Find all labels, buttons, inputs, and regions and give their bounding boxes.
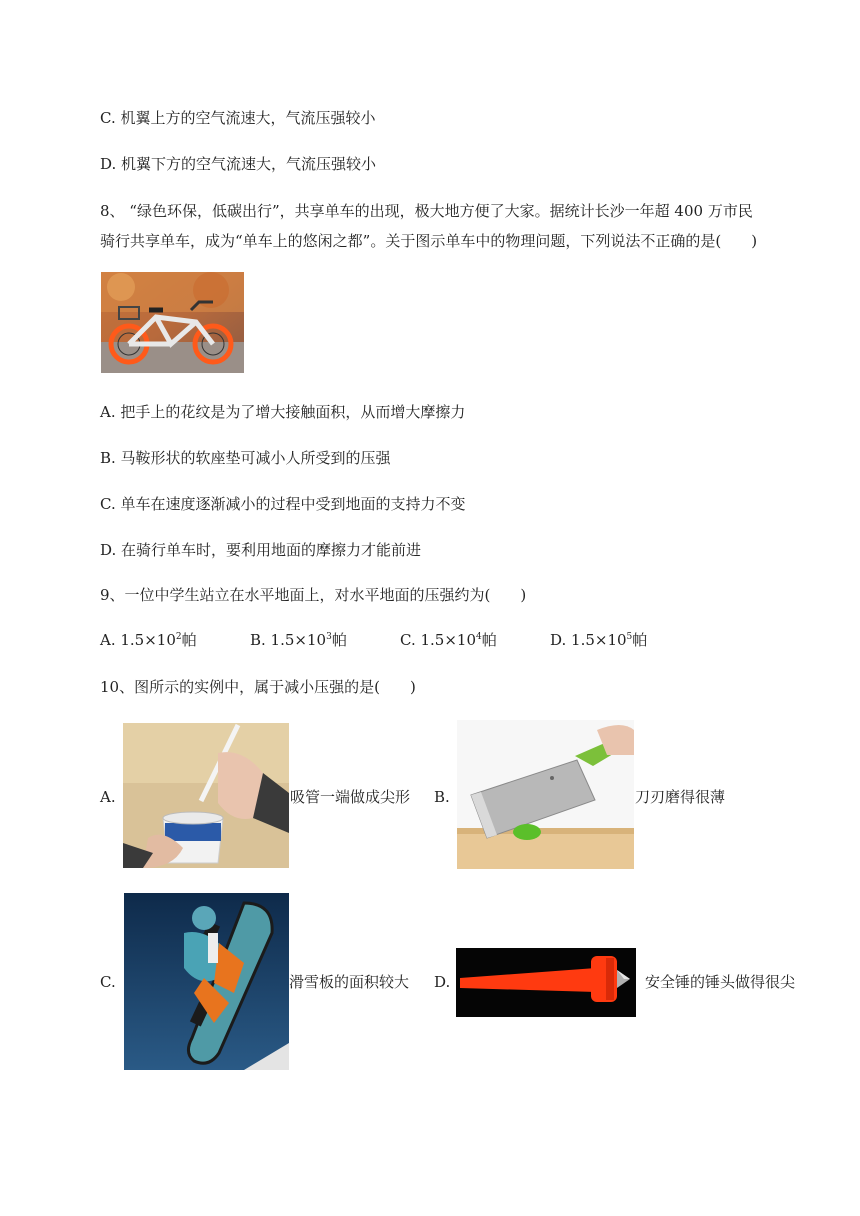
q8-stem: [100, 196, 800, 256]
q7-option-c: C. 机翼上方的空气流速大，气流压强较小: [100, 109, 376, 127]
q10-option-d-caption: 安全锤的锤头做得很尖: [645, 973, 796, 991]
q7-option-d: D. 机翼下方的空气流速大，气流压强较小: [100, 155, 377, 173]
q9-option-d: D. $1.5\times 10^5$帕: [550, 631, 648, 649]
q8-stem-line-2: 骑行共享单车，成为“单车上的悠闲之都”。关于图示单车中的物理问题，下列说法不正确的是( ): [100, 232, 758, 250]
q9-option-a: A. $1.5\times 10^2$帕: [100, 631, 197, 649]
q9-option-b: B. $1.5\times 10^3$帕: [250, 631, 347, 649]
q10-option-b-letter: B.: [434, 788, 450, 806]
q10-option-b-caption: 刀刃磨得很薄: [635, 788, 726, 806]
snowboard-image: [124, 893, 289, 1070]
q10-option-a-caption: 吸管一端做成尖形: [290, 788, 411, 806]
q8-option-c: C. 单车在速度逐渐减小的过程中受到地面的支持力不变: [100, 495, 466, 513]
bicycle-image: [101, 272, 244, 373]
safety-hammer-image: [456, 948, 636, 1017]
q10-option-c-caption: 滑雪板的面积较大: [289, 973, 410, 991]
q10-stem: 10、图所示的实例中，属于减小压强的是( ): [100, 678, 416, 696]
q8-option-d: D. 在骑行单车时，要利用地面的摩擦力才能前进: [100, 541, 422, 559]
straw-image: [123, 723, 289, 868]
q10-option-a-letter: A.: [100, 788, 116, 806]
q8-option-a: A. 把手上的花纹是为了增大接触面积，从而增大摩擦力: [100, 403, 466, 421]
q8-option-b: B. 马鞍形状的软座垫可减小人所受到的压强: [100, 449, 391, 467]
q9-option-c: C. $1.5\times 10^4$帕: [400, 631, 497, 649]
q8-stem-line-1: 8、 “绿色环保，低碳出行”，共享单车的出现，极大地方便了大家。据统计长沙一年超 400 万市民: [100, 202, 753, 220]
q9-stem: 9、一位中学生站立在水平地面上，对水平地面的压强约为( ): [100, 586, 527, 604]
q10-option-d-letter: D.: [434, 973, 451, 991]
knife-image: [457, 720, 634, 869]
q10-option-c-letter: C.: [100, 973, 116, 991]
